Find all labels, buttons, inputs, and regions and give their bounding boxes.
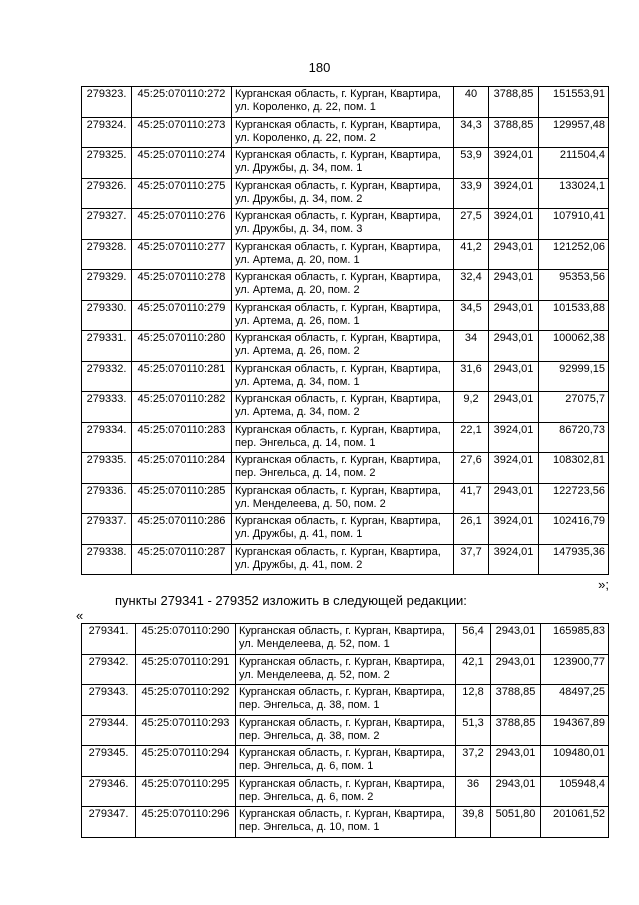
row-number-cell: 279337. [82, 514, 132, 545]
rate-cell: 3924,01 [489, 178, 539, 209]
row-number-cell: 279344. [82, 715, 136, 746]
table-row [82, 807, 609, 838]
value-cell: 105948,4 [541, 776, 609, 807]
row-number-cell: 279333. [82, 392, 132, 423]
address-cell: Курганская область, г. Курган, Квартира, ул. Дружбы, д. 41, пом. 2 [232, 544, 454, 575]
rate-cell: 2943,01 [491, 746, 541, 777]
area-cell: 34,3 [454, 117, 489, 148]
value-cell: 123900,77 [541, 654, 609, 685]
closing-quote: »; [598, 577, 609, 592]
address-cell: Курганская область, г. Курган, Квартира, ул. Короленко, д. 22, пом. 2 [232, 117, 454, 148]
value-cell: 133024,1 [539, 178, 609, 209]
table-row [82, 746, 609, 777]
table-row [82, 624, 609, 655]
address-cell: Курганская область, г. Курган, Квартира, ул. Артема, д. 20, пом. 2 [232, 270, 454, 301]
value-cell: 211504,4 [539, 148, 609, 179]
address-cell: Курганская область, г. Курган, Квартира, ул. Менделеева, д. 52, пом. 1 [236, 624, 456, 655]
row-number-cell: 279330. [82, 300, 132, 331]
rate-cell: 2943,01 [489, 361, 539, 392]
address-cell: Курганская область, г. Курган, Квартира, пер. Энгельса, д. 38, пом. 2 [236, 715, 456, 746]
area-cell: 34 [454, 331, 489, 362]
row-number-cell: 279338. [82, 544, 132, 575]
rate-cell: 2943,01 [489, 483, 539, 514]
cadastral-number-cell: 45:25:070110:272 [132, 87, 232, 118]
address-cell: Курганская область, г. Курган, Квартира, ул. Дружбы, д. 41, пом. 1 [232, 514, 454, 545]
row-number-cell: 279342. [82, 654, 136, 685]
rate-cell: 2943,01 [491, 624, 541, 655]
value-cell: 86720,73 [539, 422, 609, 453]
row-number-cell: 279345. [82, 746, 136, 777]
row-number-cell: 279346. [82, 776, 136, 807]
cadastral-number-cell: 45:25:070110:291 [136, 654, 236, 685]
address-cell: Курганская область, г. Курган, Квартира, ул. Артема, д. 20, пом. 1 [232, 239, 454, 270]
cadastral-number-cell: 45:25:070110:274 [132, 148, 232, 179]
table-row [82, 685, 609, 716]
rate-cell: 3924,01 [489, 422, 539, 453]
row-number-cell: 279324. [82, 117, 132, 148]
property-table-1 [81, 86, 609, 575]
area-cell: 40 [454, 87, 489, 118]
area-cell: 26,1 [454, 514, 489, 545]
row-number-cell: 279327. [82, 209, 132, 240]
value-cell: 151553,91 [539, 87, 609, 118]
cadastral-number-cell: 45:25:070110:273 [132, 117, 232, 148]
value-cell: 100062,38 [539, 331, 609, 362]
area-cell: 37,2 [456, 746, 491, 777]
area-cell: 42,1 [456, 654, 491, 685]
cadastral-number-cell: 45:25:070110:293 [136, 715, 236, 746]
row-number-cell: 279335. [82, 453, 132, 484]
table-row [82, 87, 609, 118]
value-cell: 129957,48 [539, 117, 609, 148]
cadastral-number-cell: 45:25:070110:275 [132, 178, 232, 209]
value-cell: 121252,06 [539, 239, 609, 270]
address-cell: Курганская область, г. Курган, Квартира, ул. Артема, д. 34, пом. 2 [232, 392, 454, 423]
table-row [82, 422, 609, 453]
rate-cell: 3788,85 [491, 715, 541, 746]
table-row [82, 654, 609, 685]
area-cell: 27,5 [454, 209, 489, 240]
area-cell: 12,8 [456, 685, 491, 716]
rate-cell: 2943,01 [489, 331, 539, 362]
value-cell: 102416,79 [539, 514, 609, 545]
area-cell: 31,6 [454, 361, 489, 392]
address-cell: Курганская область, г. Курган, Квартира, пер. Энгельса, д. 6, пом. 1 [236, 746, 456, 777]
area-cell: 22,1 [454, 422, 489, 453]
address-cell: Курганская область, г. Курган, Квартира, ул. Артема, д. 34, пом. 1 [232, 361, 454, 392]
instruction-text: пункты 279341 - 279352 изложить в следующей редакции: [115, 593, 467, 608]
row-number-cell: 279323. [82, 87, 132, 118]
table-row [82, 178, 609, 209]
address-cell: Курганская область, г. Курган, Квартира, ул. Артема, д. 26, пом. 2 [232, 331, 454, 362]
cadastral-number-cell: 45:25:070110:285 [132, 483, 232, 514]
cadastral-number-cell: 45:25:070110:278 [132, 270, 232, 301]
rate-cell: 3924,01 [489, 209, 539, 240]
table-row [82, 483, 609, 514]
property-table-2 [81, 623, 609, 838]
address-cell: Курганская область, г. Курган, Квартира, пер. Энгельса, д. 6, пом. 2 [236, 776, 456, 807]
area-cell: 37,7 [454, 544, 489, 575]
table-row [82, 209, 609, 240]
rate-cell: 2943,01 [491, 654, 541, 685]
rate-cell: 3924,01 [489, 148, 539, 179]
rate-cell: 3924,01 [489, 453, 539, 484]
area-cell: 32,4 [454, 270, 489, 301]
area-cell: 51,3 [456, 715, 491, 746]
value-cell: 109480,01 [541, 746, 609, 777]
table-row [82, 453, 609, 484]
cadastral-number-cell: 45:25:070110:292 [136, 685, 236, 716]
table-row [82, 331, 609, 362]
cadastral-number-cell: 45:25:070110:276 [132, 209, 232, 240]
cadastral-number-cell: 45:25:070110:280 [132, 331, 232, 362]
cadastral-number-cell: 45:25:070110:279 [132, 300, 232, 331]
cadastral-number-cell: 45:25:070110:277 [132, 239, 232, 270]
row-number-cell: 279326. [82, 178, 132, 209]
opening-quote: « [76, 608, 84, 623]
rate-cell: 5051,80 [491, 807, 541, 838]
address-cell: Курганская область, г. Курган, Квартира, ул. Дружбы, д. 34, пом. 2 [232, 178, 454, 209]
rate-cell: 3788,85 [491, 685, 541, 716]
table-row [82, 776, 609, 807]
value-cell: 101533,88 [539, 300, 609, 331]
cadastral-number-cell: 45:25:070110:295 [136, 776, 236, 807]
row-number-cell: 279328. [82, 239, 132, 270]
area-cell: 27,6 [454, 453, 489, 484]
value-cell: 107910,41 [539, 209, 609, 240]
table-row [82, 544, 609, 575]
value-cell: 194367,89 [541, 715, 609, 746]
table-row [82, 117, 609, 148]
cadastral-number-cell: 45:25:070110:287 [132, 544, 232, 575]
rate-cell: 2943,01 [491, 776, 541, 807]
row-number-cell: 279325. [82, 148, 132, 179]
address-cell: Курганская область, г. Курган, Квартира, ул. Дружбы, д. 34, пом. 1 [232, 148, 454, 179]
value-cell: 201061,52 [541, 807, 609, 838]
row-number-cell: 279329. [82, 270, 132, 301]
table-row [82, 300, 609, 331]
address-cell: Курганская область, г. Курган, Квартира, ул. Короленко, д. 22, пом. 1 [232, 87, 454, 118]
rate-cell: 3924,01 [489, 544, 539, 575]
table-row [82, 239, 609, 270]
cadastral-number-cell: 45:25:070110:282 [132, 392, 232, 423]
rate-cell: 3788,85 [489, 87, 539, 118]
value-cell: 48497,25 [541, 685, 609, 716]
row-number-cell: 279341. [82, 624, 136, 655]
area-cell: 41,7 [454, 483, 489, 514]
row-number-cell: 279334. [82, 422, 132, 453]
area-cell: 53,9 [454, 148, 489, 179]
cadastral-number-cell: 45:25:070110:283 [132, 422, 232, 453]
address-cell: Курганская область, г. Курган, Квартира, пер. Энгельса, д. 14, пом. 2 [232, 453, 454, 484]
value-cell: 147935,36 [539, 544, 609, 575]
value-cell: 95353,56 [539, 270, 609, 301]
cadastral-number-cell: 45:25:070110:294 [136, 746, 236, 777]
table-row [82, 270, 609, 301]
value-cell: 27075,7 [539, 392, 609, 423]
value-cell: 122723,56 [539, 483, 609, 514]
cadastral-number-cell: 45:25:070110:296 [136, 807, 236, 838]
area-cell: 56,4 [456, 624, 491, 655]
cadastral-number-cell: 45:25:070110:281 [132, 361, 232, 392]
row-number-cell: 279332. [82, 361, 132, 392]
cadastral-number-cell: 45:25:070110:286 [132, 514, 232, 545]
address-cell: Курганская область, г. Курган, Квартира, пер. Энгельса, д. 10, пом. 1 [236, 807, 456, 838]
row-number-cell: 279347. [82, 807, 136, 838]
table-row [82, 392, 609, 423]
cadastral-number-cell: 45:25:070110:290 [136, 624, 236, 655]
table-row [82, 715, 609, 746]
value-cell: 92999,15 [539, 361, 609, 392]
area-cell: 41,2 [454, 239, 489, 270]
address-cell: Курганская область, г. Курган, Квартира, пер. Энгельса, д. 38, пом. 1 [236, 685, 456, 716]
area-cell: 34,5 [454, 300, 489, 331]
area-cell: 33,9 [454, 178, 489, 209]
area-cell: 36 [456, 776, 491, 807]
address-cell: Курганская область, г. Курган, Квартира, ул. Менделеева, д. 50, пом. 2 [232, 483, 454, 514]
rate-cell: 2943,01 [489, 270, 539, 301]
value-cell: 165985,83 [541, 624, 609, 655]
rate-cell: 2943,01 [489, 239, 539, 270]
row-number-cell: 279336. [82, 483, 132, 514]
address-cell: Курганская область, г. Курган, Квартира, ул. Артема, д. 26, пом. 1 [232, 300, 454, 331]
table-row [82, 148, 609, 179]
page-number: 180 [308, 60, 331, 75]
rate-cell: 2943,01 [489, 300, 539, 331]
rate-cell: 3788,85 [489, 117, 539, 148]
address-cell: Курганская область, г. Курган, Квартира, ул. Дружбы, д. 34, пом. 3 [232, 209, 454, 240]
rate-cell: 3924,01 [489, 514, 539, 545]
rate-cell: 2943,01 [489, 392, 539, 423]
area-cell: 9,2 [454, 392, 489, 423]
table-row [82, 361, 609, 392]
address-cell: Курганская область, г. Курган, Квартира, ул. Менделеева, д. 52, пом. 2 [236, 654, 456, 685]
cadastral-number-cell: 45:25:070110:284 [132, 453, 232, 484]
area-cell: 39,8 [456, 807, 491, 838]
row-number-cell: 279331. [82, 331, 132, 362]
value-cell: 108302,81 [539, 453, 609, 484]
address-cell: Курганская область, г. Курган, Квартира, пер. Энгельса, д. 14, пом. 1 [232, 422, 454, 453]
table-row [82, 514, 609, 545]
row-number-cell: 279343. [82, 685, 136, 716]
